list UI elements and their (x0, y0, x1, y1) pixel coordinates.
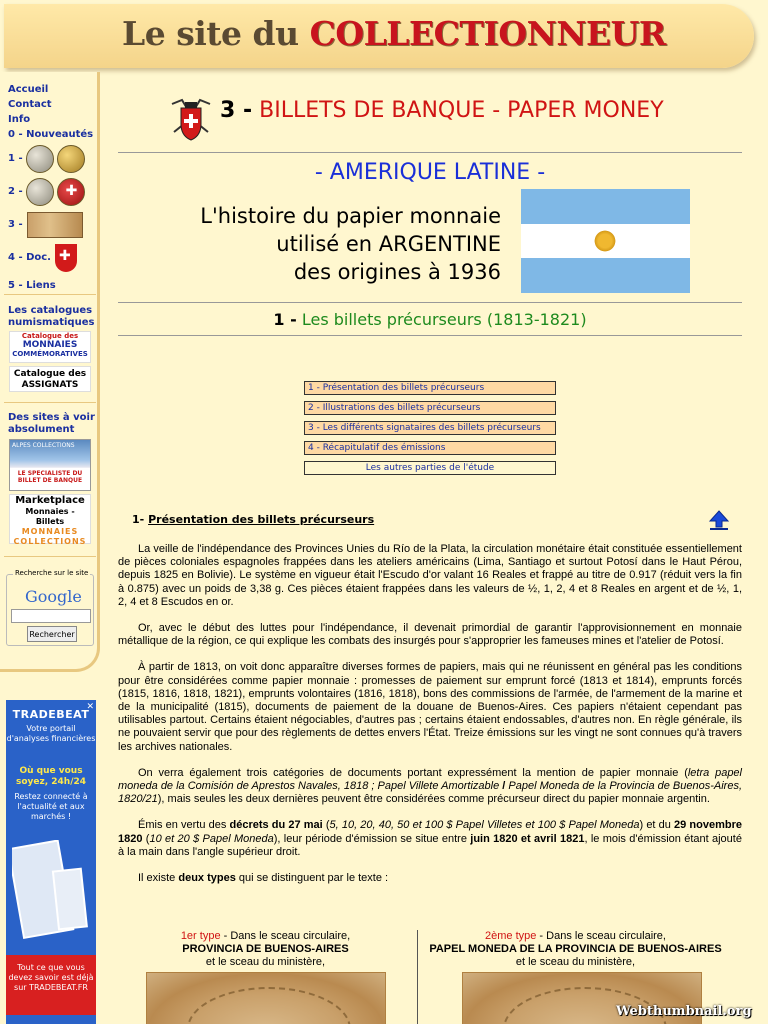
column-divider (417, 930, 418, 1024)
ad-close-icon[interactable]: ✕ (86, 702, 94, 712)
sun-of-may-icon (593, 229, 617, 253)
type-2-seal-text: PAPEL MONEDA DE LA PROVINCIA DE BUENOS-AIRES et le sceau du ministère, (429, 943, 722, 968)
divider (118, 152, 742, 153)
page-title-num: 3 - (220, 98, 253, 123)
swiss-coin-icon[interactable] (57, 178, 85, 206)
nav-accueil[interactable]: Accueil (8, 84, 49, 95)
table-of-contents (304, 381, 556, 481)
ad-brand: TRADEBEAT (12, 708, 90, 721)
paragraph-4: On verra également trois catégories de documents portant expressément la mention de papier monnaie (letra papel moneda de la Comisión de Aprestos Navales, 1818 ; Papel Villete Amortizable / Papel Moneda de la Provincia de Buenos-Aires, 1820/21), mais seules les deux dernières peuvent être considérées comme précurseur direct du papier monnaie argentin. (118, 766, 743, 806)
nav-item-2[interactable] (8, 175, 98, 208)
ad-line1: Votre portail d'analyses financières (6, 724, 96, 743)
paragraph-6: Il existe deux types qui se distinguent par le texte : (138, 872, 389, 885)
ad-line4: Tout ce que vous devez savoir est déjà sur TRADEBEAT.FR (8, 963, 94, 992)
nav-contact[interactable]: Contact (8, 99, 52, 110)
nav-item-1-label: 1 - (8, 153, 23, 164)
toc-item-1[interactable]: 1 - Présentation des billets précurseurs (304, 381, 556, 395)
watermark: Webthumbnail.org (616, 1004, 752, 1019)
argentina-flag (521, 189, 690, 293)
search-input[interactable] (11, 609, 91, 623)
section-title: Les billets précurseurs (301, 310, 482, 329)
subsection-title (132, 513, 374, 526)
type-1-line3: et le sceau du ministère, (205, 956, 326, 968)
marketplace-title: Marketplace (15, 495, 85, 506)
catalogues-heading: Les catalogues numismatiques (8, 305, 95, 328)
ad-bottom-box (6, 955, 96, 1015)
nav-item-3-label: 3 - (8, 219, 23, 230)
marketplace-brand1: MONNAIES (21, 527, 79, 536)
type-1-seal-image (146, 972, 386, 1024)
page-title (220, 98, 664, 123)
search-button[interactable]: Rechercher (27, 626, 77, 642)
type-1-seal-text: PROVINCIA DE BUENOS-AIRES (182, 943, 349, 955)
paragraph-1: La veille de l'indépendance des Provinces Unies du Río de la Plata, la circulation monétaire était constituée essentiellement de pièces coloniales espagnoles frappées dans les ateliers américains (Lima, Santiago et surtout Potosí dans le Haut Pérou, depuis 1825 en Bolivie). Le système en vigueur était l'Escudo d'or valant 16 Reales et frappé au titre de 0.917 (réduit vers la fin à 0.875) avec un poids de 3,38 g. Ces pièces étaient frappées dans les valeurs de ½, 1, 2, 4 et 8 Reales en argent et de ½, 1, 2, 4 et 8 Escudos en or. (118, 543, 742, 608)
marketplace-ad[interactable] (9, 494, 91, 544)
site-title-part2: COLLECTIONNEUR (309, 14, 666, 53)
nav-item-1[interactable] (8, 142, 98, 175)
page-title-text: BILLETS DE BANQUE - PAPER MONEY (259, 98, 664, 123)
alpes-collections-ad[interactable] (9, 439, 91, 491)
medal-icon[interactable] (26, 178, 54, 206)
paragraph-3: À partir de 1813, on voit donc apparaître diverses formes de papiers, mais qui ne réunissent en général pas les conditions pour être considérées comme papier monnaie : promesses de paiement sur emprunt forcé (1813 et 1814), emprunts forcés (1815, 1816, 1818, 1821), emprunts volontaires (1816, 1818), bons des commissions de l'armée, de l'armement de la marine et de la municipalité (1815), documents de paiement de la douane de Buenos-Aires. Ces papiers n'étaient cependant pas utilisables partout. Certains étaient négociables, d'autres pas ; certains étaient endossables, d'autres non. En règle générale, ils ne pouvaient servir que pour des règlements de dettes envers l'État. Treize émissions sur les vingt ne sont connues qu'à travers les archives nationales. (118, 661, 742, 753)
toc-item-3[interactable]: 3 - Les différents signataires des billets précurseurs (304, 421, 556, 435)
type-2-column: 2ème type - Dans le sceau circulaire, PAPEL MONEDA DE LA PROVINCIA DE BUENOS-AIRES et le sceau du ministère, (428, 930, 723, 969)
search-legend: Recherche sur le site (15, 569, 89, 577)
alpes-ad-tagline: LE SPECIALISTE DU BILLET DE BANQUE (17, 470, 83, 484)
google-logo: Google (25, 587, 82, 606)
nav-item-2-label: 2 - (8, 186, 23, 197)
sites-heading: Des sites à voir absolument (8, 412, 95, 435)
paragraph-5: Émis en vertu des décrets du 27 mai (5, 10, 20, 40, 50 et 100 $ Papel Villetes et 100 $ Papel Moneda) et du 29 novembre 1820 (10 et 20 $ Papel Moneda), leur période d'émission se situe entre juin 1820 et avril 1821, le mois d'émission étant ajouté à la main dans l'angle supérieur droit. (118, 819, 742, 858)
nav-nouveautes[interactable]: 0 - Nouveautés (8, 129, 94, 140)
catalogue-assignats-line2: ASSIGNATS (21, 380, 79, 390)
sidebar-divider (4, 294, 96, 295)
site-search (6, 569, 94, 646)
subsection-text: Présentation des billets précurseurs (148, 513, 375, 526)
sidebar-divider (4, 402, 96, 403)
section-num: 1 - (273, 310, 297, 329)
nav-liens[interactable]: 5 - Liens (8, 280, 56, 291)
history-line3: des origines à 1936 (293, 260, 501, 284)
history-title (118, 202, 501, 286)
toc-item-other-parts[interactable]: Les autres parties de l'étude (304, 461, 556, 475)
type-1-name: 1er type (180, 930, 221, 942)
catalogue-monnaies-link[interactable] (9, 331, 91, 363)
marketplace-sub: Monnaies - Billets (25, 507, 75, 526)
article-body (118, 543, 742, 898)
catalogue-monnaies-line2: MONNAIES (22, 340, 78, 350)
site-title[interactable] (122, 14, 666, 53)
ad-line3: Restez connecté à l'actualité et aux marchés ! (14, 792, 88, 821)
catalogue-assignats-link[interactable] (9, 366, 91, 392)
section-years: (1813-1821) (486, 310, 587, 329)
sidebar-divider (4, 556, 96, 557)
subsection-num: 1- (132, 513, 145, 526)
catalogue-monnaies-line1: Catalogue des (21, 332, 79, 340)
marketplace-brand2: COLLECTIONS (13, 537, 87, 546)
page-heading (118, 90, 742, 150)
section-heading (118, 310, 742, 329)
back-to-top-icon[interactable] (708, 510, 730, 530)
history-line1: L'histoire du papier monnaie (200, 204, 501, 228)
history-line2: utilisé en ARGENTINE (276, 232, 501, 256)
toc-item-4[interactable]: 4 - Récapitulatif des émissions (304, 441, 556, 455)
tradebeat-ad[interactable] (6, 700, 96, 1024)
divider (118, 302, 742, 303)
banknote-icon[interactable] (27, 212, 83, 238)
alpes-ad-brand: ALPES COLLECTIONS (12, 442, 75, 449)
catalogue-assignats-line1: Catalogue des (13, 369, 87, 379)
paragraph-2: Or, avec le début des luttes pour l'indépendance, il devenait primordial de garantir l'approvisionnement en monnaie métallique de la région, ce qui explique les combats des insurgés pour s'approprier les fameuses mines et l'atelier de Potosí. (118, 622, 742, 648)
nav-item-4[interactable] (8, 241, 98, 274)
site-title-part1: Le site du (122, 14, 310, 53)
ad-line2: Où que vous soyez, 24h/24 (15, 766, 87, 787)
coin-icon[interactable] (26, 145, 54, 173)
swiss-shield-icon[interactable] (55, 244, 77, 272)
gold-coin-icon[interactable] (57, 145, 85, 173)
type-2-name: 2ème type (485, 930, 537, 942)
type-1-column: 1er type - Dans le sceau circulaire, PROVINCIA DE BUENOS-AIRES et le sceau du ministère, (118, 930, 413, 969)
sidebar-nav (8, 82, 98, 293)
swiss-crest-icon (168, 98, 214, 142)
sidebar (0, 72, 100, 672)
tablet-phone-illustration (12, 840, 90, 950)
toc-item-2[interactable]: 2 - Illustrations des billets précurseurs (304, 401, 556, 415)
divider (118, 335, 742, 336)
nav-item-3[interactable] (8, 208, 98, 241)
site-header (0, 0, 768, 72)
catalogue-monnaies-line3: COMMÉMORATIVES (12, 350, 88, 358)
region-title: - AMERIQUE LATINE - (314, 160, 546, 185)
nav-info[interactable]: Info (8, 114, 31, 125)
nav-item-4-label: 4 - Doc. (8, 252, 51, 263)
